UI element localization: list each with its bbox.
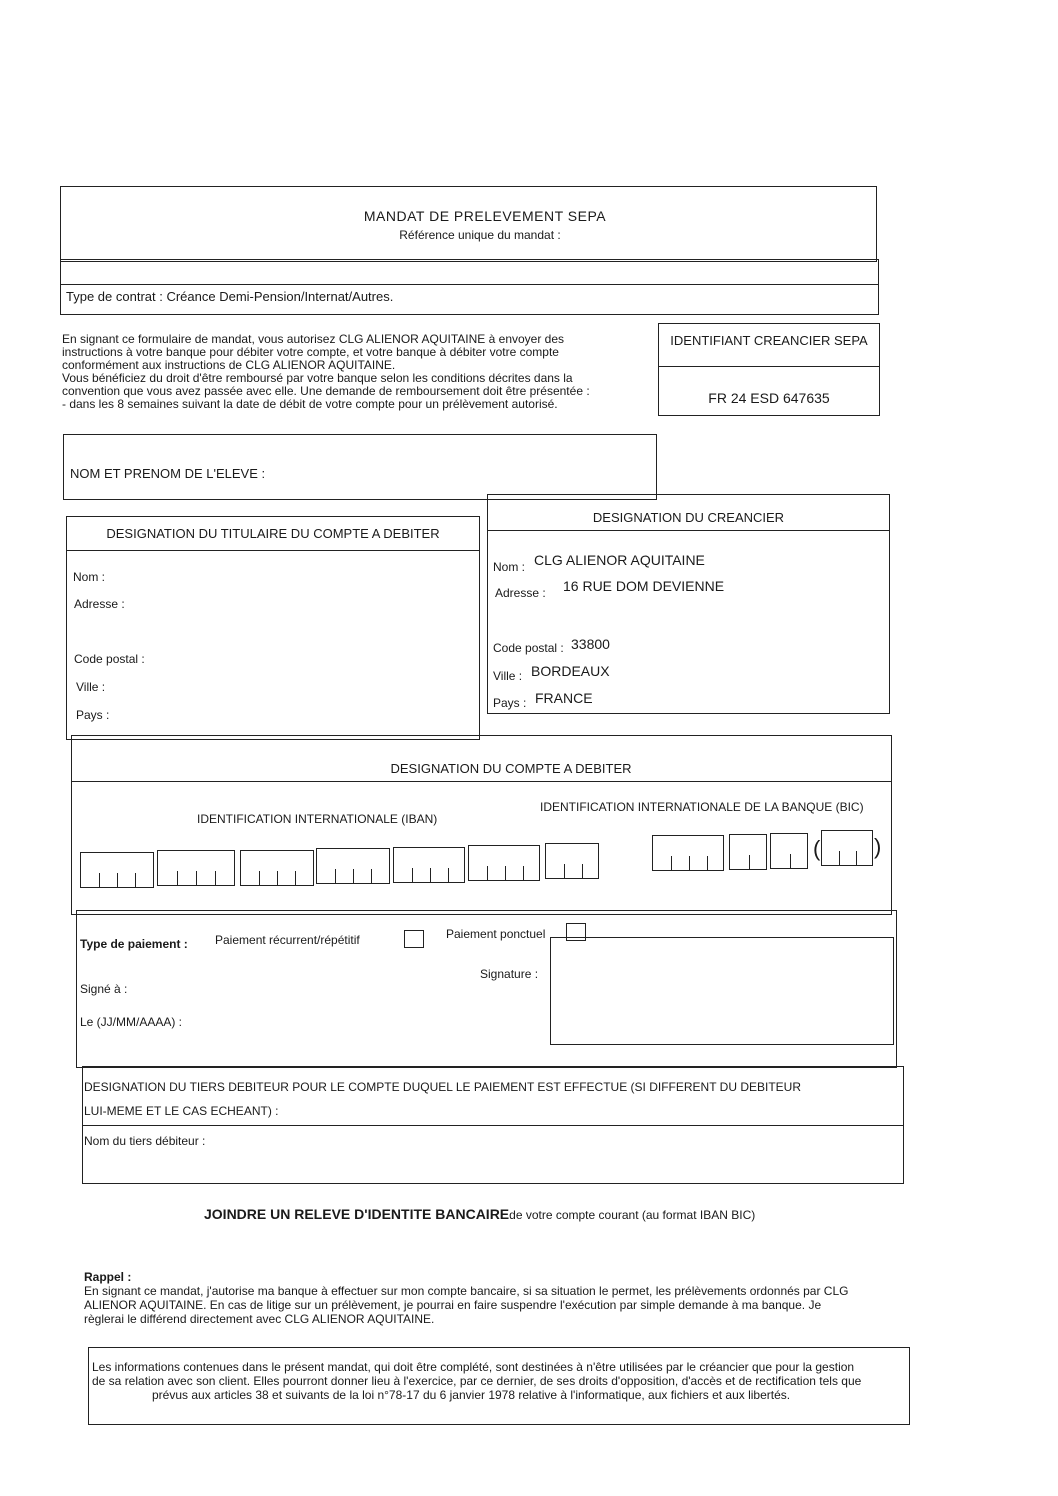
- holder-nom-field[interactable]: Nom :: [73, 570, 106, 584]
- holder-code-postal-field[interactable]: Code postal :: [74, 652, 145, 666]
- iban-group-5[interactable]: [393, 847, 465, 883]
- creditor-ville-label: Ville :: [493, 669, 523, 683]
- bic-group-1[interactable]: [652, 835, 724, 871]
- bic-group-2[interactable]: [729, 834, 767, 870]
- signature-label: Signature :: [480, 967, 539, 981]
- creditor-adresse-value: 16 RUE DOM DEVIENNE: [563, 578, 725, 594]
- privacy-line: de sa relation avec son client. Elles pourront donner lieu à l'exercice, par ce dernier, de ses droits d'opposition, d'accès et de rectification tels que: [92, 1374, 862, 1388]
- creditor-pays-value: FRANCE: [535, 690, 593, 706]
- payment-recurrent-checkbox[interactable]: [404, 930, 424, 948]
- creditor-code-postal-value: 33800: [571, 636, 610, 652]
- signature-box[interactable]: [550, 937, 894, 1045]
- creditor-id-label: IDENTIFIANT CREANCIER SEPA: [670, 333, 868, 348]
- creditor-pays-label: Pays :: [493, 696, 527, 710]
- rappel-line: En signant ce mandat, j'autorise ma banque à effectuer sur mon compte bancaire, si sa situation le permet, les prélèvements ordonnés par CLG: [84, 1284, 849, 1298]
- creditor-title: DESIGNATION DU CREANCIER: [592, 510, 785, 525]
- contract-type-divider: [60, 284, 879, 285]
- bic-branch-paren-open: (: [813, 836, 821, 861]
- holder-title: DESIGNATION DU TITULAIRE DU COMPTE A DEBITER: [106, 526, 440, 541]
- contract-type-box: [60, 259, 879, 315]
- third-party-divider: [82, 1125, 904, 1126]
- date-field[interactable]: Le (JJ/MM/AAAA) :: [80, 1015, 183, 1029]
- intro-line: instructions à votre banque pour débiter votre compte, et votre banque à débiter votre compte: [62, 345, 559, 359]
- account-title: DESIGNATION DU COMPTE A DEBITER: [390, 761, 632, 776]
- third-party-name-field[interactable]: Nom du tiers débiteur :: [84, 1134, 206, 1148]
- form-title: MANDAT DE PRELEVEMENT SEPA: [363, 208, 607, 224]
- bic-group-3[interactable]: [770, 833, 808, 869]
- third-party-title-line2: LUI-MEME ET LE CAS ECHEANT) :: [84, 1104, 279, 1118]
- creditor-code-postal-label: Code postal :: [493, 641, 564, 655]
- creditor-id-divider: [658, 366, 880, 367]
- header-box: [60, 186, 877, 262]
- holder-pays-field[interactable]: Pays :: [76, 708, 110, 722]
- payment-recurrent-label: Paiement récurrent/répétitif: [215, 933, 360, 947]
- rappel-title: Rappel :: [84, 1270, 132, 1284]
- privacy-line: prévus aux articles 38 et suivants de la loi n°78-17 du 6 janvier 1978 relative à l'informatique, aux fichiers et aux libertés.: [152, 1388, 791, 1402]
- signed-at-field[interactable]: Signé à :: [80, 982, 128, 996]
- creditor-nom-value: CLG ALIENOR AQUITAINE: [534, 552, 705, 568]
- creditor-title-divider: [487, 530, 890, 531]
- student-name-label: NOM ET PRENOM DE L'ELEVE :: [70, 466, 266, 481]
- iban-group-3[interactable]: [240, 850, 314, 886]
- contract-type-label: Type de contrat : Créance Demi-Pension/Internat/Autres.: [66, 289, 394, 304]
- iban-group-1[interactable]: [80, 852, 154, 888]
- creditor-box: [487, 494, 890, 714]
- iban-group-6[interactable]: [468, 845, 540, 881]
- payment-ponctuel-label: Paiement ponctuel: [446, 927, 546, 941]
- privacy-line: Les informations contenues dans le présent mandat, qui doit être complété, sont destinées à n'être utilisées par le créancier que pour la gestion: [92, 1360, 855, 1374]
- intro-line: - dans les 8 semaines suivant la date de débit de votre compte pour un prélèvement autorisé.: [62, 397, 558, 411]
- rappel-paragraph: [84, 1284, 904, 1326]
- join-rib-rest: de votre compte courant (au format IBAN BIC): [509, 1208, 756, 1222]
- creditor-id-value: FR 24 ESD 647635: [708, 390, 830, 406]
- bic-branch-paren-close: ): [874, 834, 882, 859]
- holder-adresse-field[interactable]: Adresse :: [74, 597, 125, 611]
- join-rib-bold: JOINDRE UN RELEVE D'IDENTITE BANCAIRE: [204, 1206, 510, 1222]
- iban-group-2[interactable]: [157, 850, 235, 886]
- intro-paragraph: [62, 333, 652, 411]
- holder-title-divider: [66, 550, 480, 551]
- rappel-line: règlerai le différend directement avec CLG ALIENOR AQUITAINE.: [84, 1312, 435, 1326]
- creditor-adresse-label: Adresse :: [495, 586, 546, 600]
- creditor-ville-value: BORDEAUX: [531, 663, 610, 679]
- mandate-reference-label: Référence unique du mandat :: [399, 228, 561, 242]
- rappel-line: ALIENOR AQUITAINE. En cas de litige sur un prélèvement, je pourrai en faire suspendre l'exécution par simple demande à ma banque. Je: [84, 1298, 822, 1312]
- intro-line: convention que vous avez passée avec elle. Une demande de remboursement doit être présentée :: [62, 384, 590, 398]
- privacy-paragraph: [92, 1360, 906, 1402]
- intro-line: conformément aux instructions de CLG ALIENOR AQUITAINE.: [62, 358, 396, 372]
- intro-line: Vous bénéficiez du droit d'être remboursé par votre banque selon les conditions décrites dans la: [62, 371, 573, 385]
- payment-type-label: Type de paiement :: [80, 937, 188, 951]
- bic-label: IDENTIFICATION INTERNATIONALE DE LA BANQUE (BIC): [540, 800, 864, 814]
- account-title-divider: [71, 781, 892, 782]
- join-rib-notice: [204, 1206, 755, 1224]
- third-party-title-line1: DESIGNATION DU TIERS DEBITEUR POUR LE COMPTE DUQUEL LE PAIEMENT EST EFFECTUE (SI DIFFERENT DU DEBITEUR: [84, 1080, 801, 1094]
- intro-line: En signant ce formulaire de mandat, vous autorisez CLG ALIENOR AQUITAINE à envoyer des: [62, 332, 565, 346]
- iban-label: IDENTIFICATION INTERNATIONALE (IBAN): [197, 812, 438, 826]
- iban-group-7[interactable]: [545, 843, 599, 879]
- creditor-nom-label: Nom :: [493, 560, 526, 574]
- holder-ville-field[interactable]: Ville :: [76, 680, 106, 694]
- bic-group-4[interactable]: [821, 830, 873, 866]
- iban-group-4[interactable]: [316, 848, 390, 884]
